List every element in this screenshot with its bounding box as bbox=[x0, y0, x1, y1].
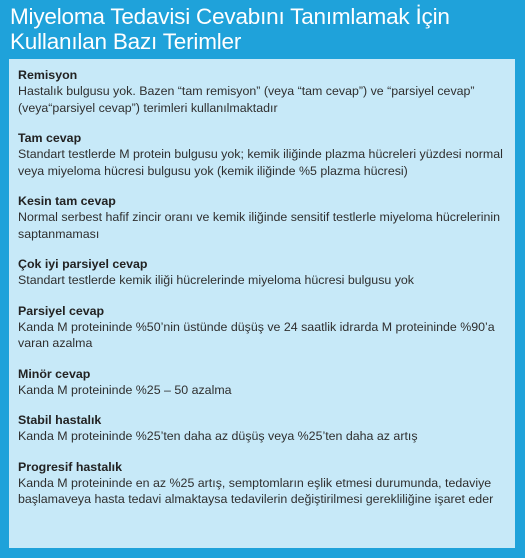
term-progresif-hastalik bbox=[18, 459, 511, 508]
term-description: Kanda M proteininde %25’ten daha az düşüş veya %25’ten daha az artış bbox=[18, 429, 418, 443]
term-description: Kanda M proteininde %25 – 50 azalma bbox=[18, 382, 232, 397]
term-title: Progresif hastalık bbox=[18, 459, 122, 474]
term-title: Remisyon bbox=[18, 68, 78, 82]
term-title: Minör cevap bbox=[18, 366, 91, 381]
term-description: Normal serbest hafif zincir oranı ve kemik iliğinde sensitif testlerle miyeloma hücrelerinin saptanmaması bbox=[18, 210, 501, 241]
term-title: Kesin tam cevap bbox=[18, 194, 116, 208]
terms-list bbox=[9, 59, 515, 548]
term-kesin-tam-cevap bbox=[18, 193, 511, 242]
term-title: Tam cevap bbox=[18, 131, 82, 145]
term-description: Kanda M proteininde %50’nin üstünde düşüş ve 24 saatlik idrarda M proteininde %90’a varan azalma bbox=[18, 319, 495, 350]
term-parsiyel-cevap bbox=[18, 303, 511, 352]
term-description: Kanda M proteininde en az %25 artış, semptomların eşlik etmesi durumunda, tedaviye başlamaveya hasta tedavi almaktaysa tedavilerin değiştirilmesi gerekliliğine işaret eder bbox=[18, 475, 494, 506]
term-remisyon bbox=[18, 67, 511, 116]
term-title: Çok iyi parsiyel cevap bbox=[18, 257, 148, 271]
term-minor-cevap bbox=[18, 366, 511, 399]
panel-title-line-1: Miyeloma Tedavisi Cevabını Tanımlamak İçin bbox=[10, 4, 450, 29]
panel-title bbox=[10, 4, 517, 54]
term-cok-iyi-parsiyel-cevap bbox=[18, 256, 511, 289]
term-title: Parsiyel cevap bbox=[18, 303, 105, 318]
term-title: Stabil hastalık bbox=[18, 413, 102, 427]
term-description: Hastalık bulgusu yok. Bazen “tam remisyon” (veya “tam cevap”) ve “parsiyel cevap” (veya“parsiyel cevap”) terimleri kullanılmaktadır bbox=[18, 84, 475, 115]
term-description: Standart testlerde kemik iliği hücrelerinde miyeloma hücresi bulgusu yok bbox=[18, 273, 414, 287]
term-stabil-hastalik bbox=[18, 412, 511, 445]
term-tam-cevap bbox=[18, 130, 511, 179]
panel-title-line-2: Kullanılan Bazı Terimler bbox=[10, 29, 242, 54]
term-description: Standart testlerde M protein bulgusu yok; kemik iliğinde plazma hücreleri yüzdesi normal veya miyeloma hücresi bulgusu yok (kemik iliğinde %5 plazma hücresi) bbox=[18, 147, 503, 178]
